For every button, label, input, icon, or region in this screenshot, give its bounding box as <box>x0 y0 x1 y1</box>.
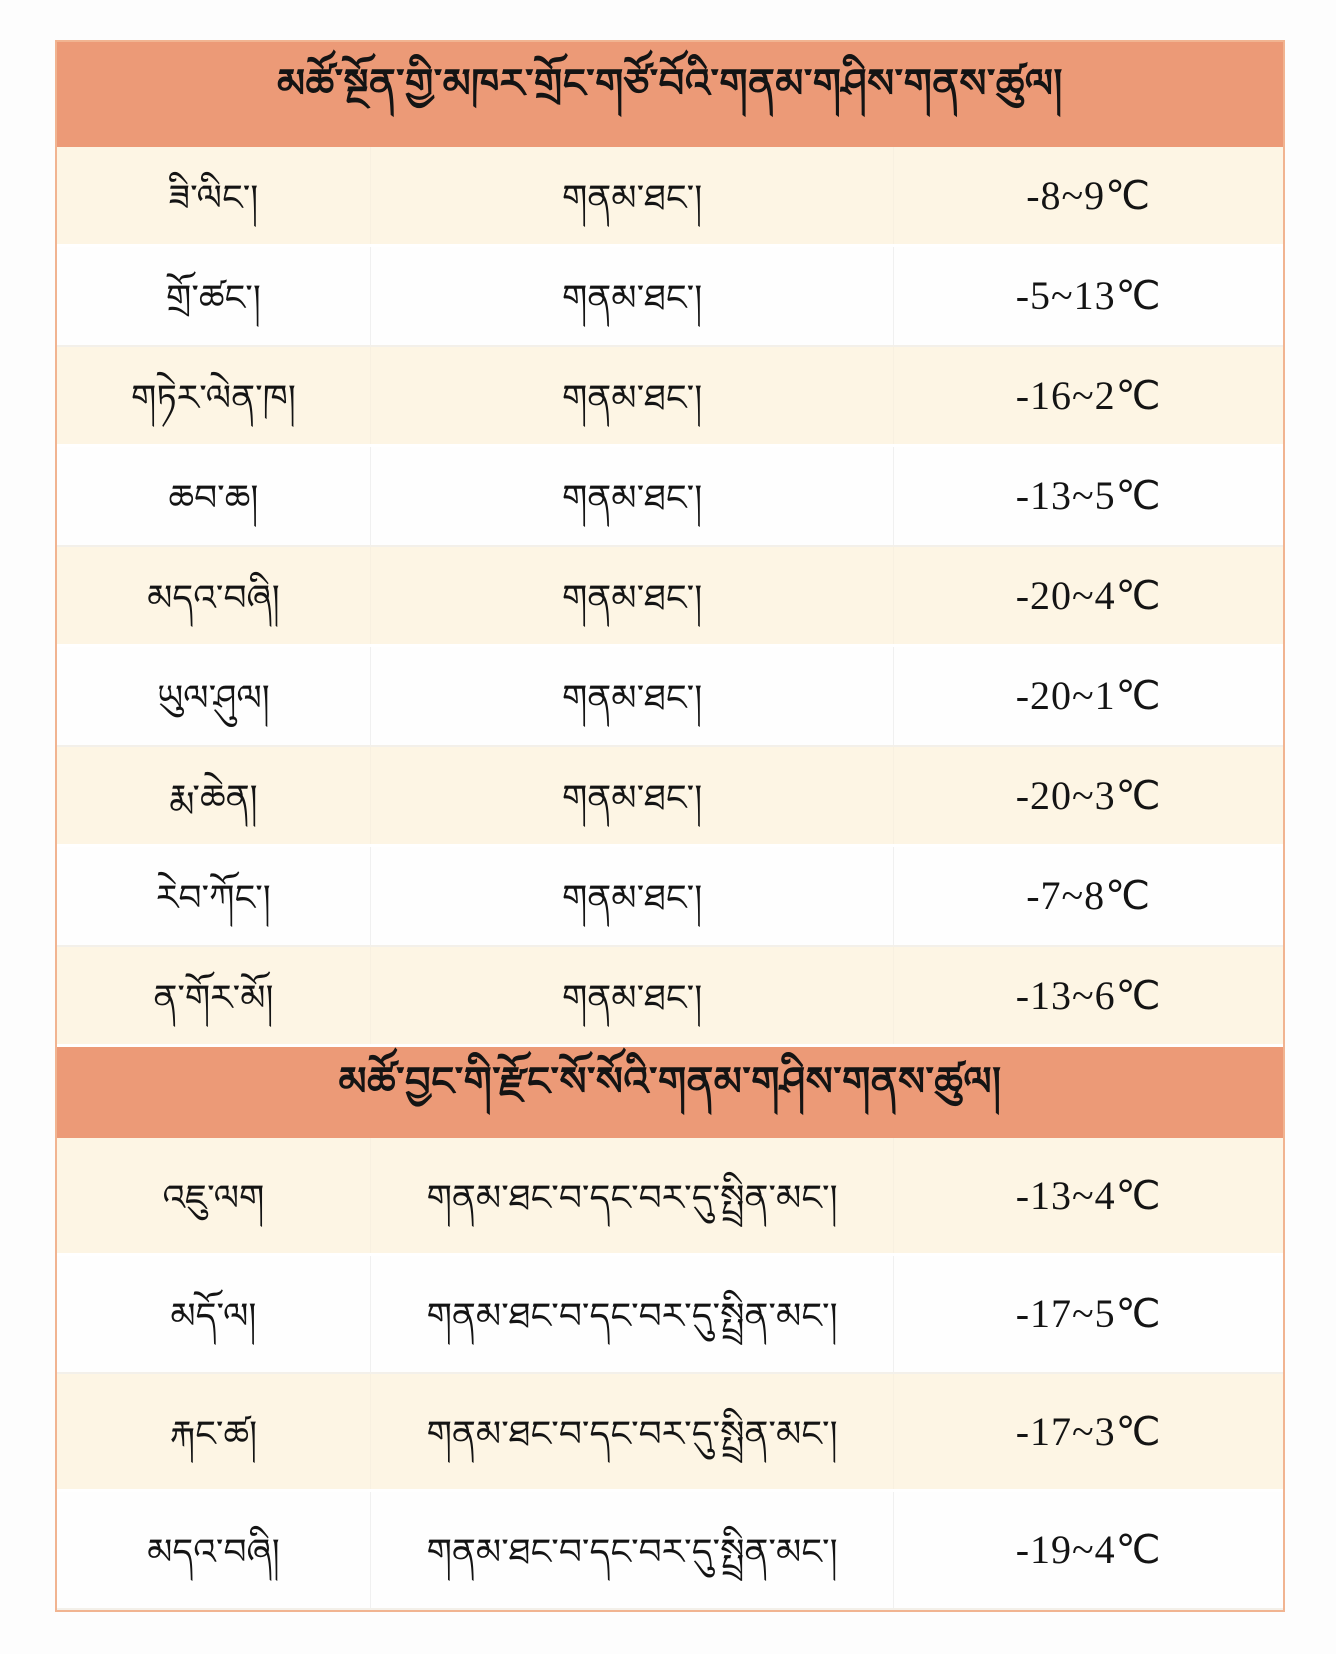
table-row <box>57 847 1283 947</box>
temperature-cell: -19~4℃ <box>1015 1527 1162 1572</box>
section-title: མཚོ་བྱང་གི་རྫོང་སོ་སོའི་གནམ་གཤིས་གནས་ཚུལ། <box>338 1059 1002 1105</box>
weather-cell: གནམ་ཐང་བ་དང་བར་དུ་སྤྲིན་མང་། <box>371 1138 895 1253</box>
weather-cell: གནམ་ཐང་བ་དང་བར་དུ་སྤྲིན་མང་། <box>371 1492 895 1608</box>
weather-cell: གནམ་ཐང་བ་དང་བར་དུ་སྤྲིན་མང་། <box>371 1374 895 1489</box>
temperature-cell: -13~4℃ <box>1015 1172 1162 1218</box>
table-row <box>57 447 1283 547</box>
place-cell: ཡུལ་ཤུལ། <box>57 647 371 745</box>
table-row <box>57 247 1283 347</box>
table-row <box>57 147 1283 247</box>
place-cell: མདོ་ལ། <box>57 1256 371 1372</box>
temperature-cell: -16~2℃ <box>1015 372 1162 418</box>
weather-cell: གནམ་ཐང་། <box>371 447 895 545</box>
temperature-cell: -13~5℃ <box>1015 473 1162 518</box>
place-cell: གཏེར་ལེན་ཁ། <box>57 347 371 444</box>
weather-cell: གནམ་ཐང་། <box>371 647 895 745</box>
weather-cell: གནམ་ཐང་། <box>371 747 895 844</box>
table-row <box>57 1492 1283 1610</box>
temperature-cell: -17~3℃ <box>1015 1408 1162 1454</box>
place-cell: ན་གོར་མོ། <box>57 947 371 1044</box>
weather-cell: གནམ་ཐང་། <box>371 147 895 244</box>
temperature-cell: -20~4℃ <box>1015 572 1162 618</box>
place-cell: ཆབ་ཆ། <box>57 447 371 545</box>
section-header-qinghai-cities <box>57 42 1283 147</box>
temperature-cell: -20~1℃ <box>1015 673 1162 718</box>
table-row <box>57 347 1283 447</box>
weather-cell: གནམ་ཐང་། <box>371 847 895 945</box>
place-cell: རེབ་ཀོང་། <box>57 847 371 945</box>
place-cell: རྨ་ཆེན། <box>57 747 371 844</box>
place-cell: རྐང་ཚ། <box>57 1374 371 1489</box>
weather-cell: གནམ་ཐང་། <box>371 547 895 644</box>
temperature-cell: -13~6℃ <box>1015 972 1162 1018</box>
place-cell: མདའ་བཞི། <box>57 547 371 644</box>
temperature-cell: -17~5℃ <box>1015 1291 1162 1336</box>
table-row <box>57 547 1283 647</box>
section-header-haibei-counties <box>57 1047 1283 1138</box>
place-cell: ཟི་ལིང་། <box>57 147 371 244</box>
temperature-cell: -20~3℃ <box>1015 772 1162 818</box>
weather-cell: གནམ་ཐང་བ་དང་བར་དུ་སྤྲིན་མང་། <box>371 1256 895 1372</box>
table-row <box>57 747 1283 847</box>
table-row <box>57 647 1283 747</box>
table-row <box>57 947 1283 1047</box>
weather-cell: གནམ་ཐང་། <box>371 347 895 444</box>
place-cell: གྲོ་ཚང་། <box>57 247 371 345</box>
temperature-cell: -5~13℃ <box>1015 273 1162 318</box>
table-row <box>57 1374 1283 1492</box>
table-row <box>57 1256 1283 1374</box>
weather-cell: གནམ་ཐང་། <box>371 947 895 1044</box>
table-row <box>57 1138 1283 1256</box>
place-cell: འཇུ་ལག <box>57 1138 371 1253</box>
weather-cell: གནམ་ཐང་། <box>371 247 895 345</box>
weather-forecast-table <box>55 40 1285 1612</box>
temperature-cell: -7~8℃ <box>1026 873 1152 918</box>
temperature-cell: -8~9℃ <box>1026 172 1152 218</box>
section-title: མཚོ་སྔོན་གྱི་མཁར་གྲོང་གཙོ་བོའི་གནམ་གཤིས་གནས་ཚུལ། <box>277 61 1063 107</box>
place-cell: མདའ་བཞི། <box>57 1492 371 1608</box>
